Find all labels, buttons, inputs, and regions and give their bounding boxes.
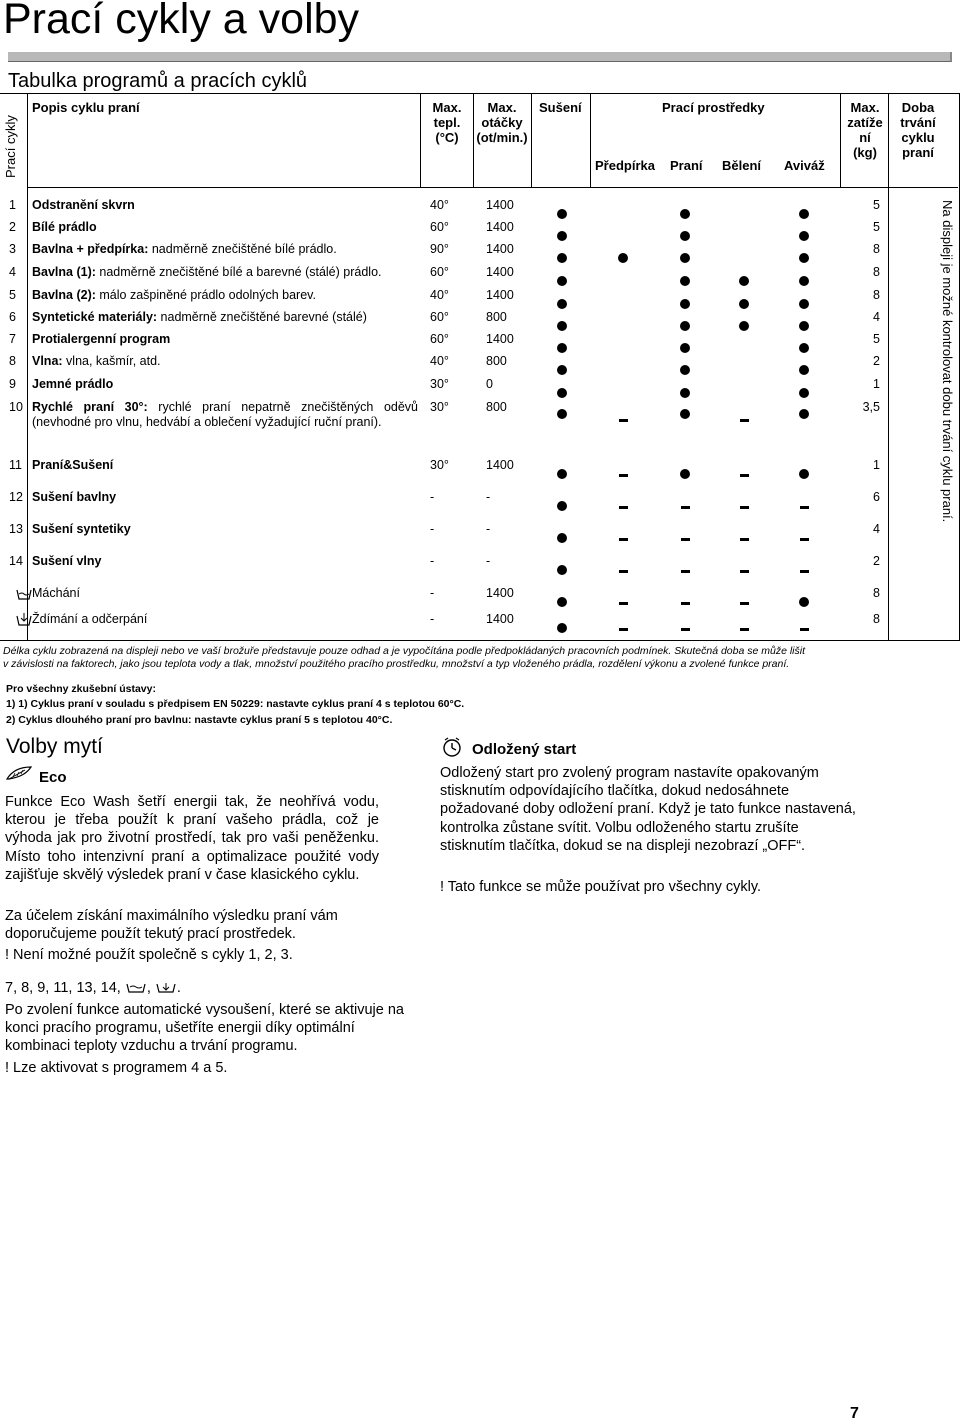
eco-cycles-list: 7, 8, 9, 11, 13, 14, <box>5 980 121 996</box>
bullet-dot-mark <box>557 565 567 575</box>
row-description <box>32 377 418 392</box>
row-program-name: Bavlna (2): <box>32 288 96 302</box>
row-max-temp: - <box>430 522 435 536</box>
dash-mark <box>740 570 749 573</box>
row-max-load: 2 <box>873 354 880 368</box>
dash-mark <box>619 506 628 509</box>
row-number: 12 <box>9 490 23 504</box>
dash-mark <box>800 628 809 631</box>
row-number: 14 <box>9 554 23 568</box>
delay-start-clock-icon <box>441 736 463 758</box>
bullet-dot-mark <box>557 299 567 309</box>
dash-mark <box>681 602 690 605</box>
bullet-dot-mark <box>799 321 809 331</box>
bullet-dot-mark <box>557 209 567 219</box>
row-max-load: 1 <box>873 377 880 391</box>
dash-mark <box>800 506 809 509</box>
row-number: 13 <box>9 522 23 536</box>
row-description <box>32 310 418 325</box>
row-max-temp: 40° <box>430 354 449 368</box>
header-bleach: Bělení <box>722 158 762 173</box>
bullet-dot-mark <box>799 365 809 375</box>
row-max-spin: - <box>486 490 491 504</box>
bullet-dot-mark <box>618 253 628 263</box>
eco-paragraph-1: Funkce Eco Wash šetří energii tak, že neohřívá vodu, kterou je třeba použít k praní vašeho prádla, což je výhoda jak pro životní prostředí, tak pro vaši peněženku. Místo toho intenzivní praní a optimalizace použité vody zajišťuje skvělý výsledek praní v čase klasického cyklu. <box>5 794 379 883</box>
row-max-spin: 1400 <box>486 332 514 346</box>
bullet-dot-mark <box>557 343 567 353</box>
options-title: Volby mytí <box>6 735 103 758</box>
row-max-load: 2 <box>873 554 880 568</box>
row-max-spin: - <box>486 522 491 536</box>
row-program-name: Bavlna + předpírka: <box>32 242 149 256</box>
row-number: 8 <box>9 354 16 368</box>
row-max-spin: 1400 <box>486 242 514 256</box>
spin-icon <box>155 980 177 994</box>
row-program-name: Protialergenní program <box>32 332 171 346</box>
bullet-dot-mark <box>557 388 567 398</box>
row-program-name: Bílé prádlo <box>32 220 97 234</box>
row-number: 3 <box>9 242 16 256</box>
bullet-dot-mark <box>799 276 809 286</box>
dash-mark <box>619 602 628 605</box>
row-program-name: Sušení vlny <box>32 554 102 568</box>
row-program-detail: vlna, kašmír, atd. <box>62 354 161 368</box>
dash-mark <box>740 419 749 422</box>
bullet-dot-mark <box>557 231 567 241</box>
rinse-icon <box>16 585 32 601</box>
labs-title: Pro všechny zkušební ústavy: <box>6 683 156 695</box>
row-program-detail: nadměrně znečištěné bílé a barevné (stálé) prádlo. <box>95 265 382 279</box>
eco-title: Eco <box>39 769 67 786</box>
row-number: 2 <box>9 220 16 234</box>
bullet-dot-mark <box>680 409 690 419</box>
bullet-dot-mark <box>799 597 809 607</box>
header-max-spin: Max. otáčky (ot/min.) <box>476 100 528 145</box>
footnote-1: Délka cyklu zobrazená na displeji nebo ve vaší brožuře představuje pouze odhad a je vypočítána podle předpokládaných pracovních podmínek. Skutečná doba se může lišit <box>3 645 805 657</box>
bullet-dot-mark <box>799 388 809 398</box>
delay-start-title: Odložený start <box>472 741 577 758</box>
title-rule <box>8 52 952 62</box>
page-title: Prací cykly a volby <box>3 0 360 43</box>
row-max-spin: 1400 <box>486 220 514 234</box>
row-number: 11 <box>9 458 22 472</box>
dash-mark <box>740 506 749 509</box>
side-label-left: Prací cykly <box>3 115 18 178</box>
bullet-dot-mark <box>557 409 567 419</box>
row-description <box>32 354 418 369</box>
bullet-dot-mark <box>557 501 567 511</box>
bullet-dot-mark <box>557 276 567 286</box>
row-number: 4 <box>9 265 16 279</box>
bullet-dot-mark <box>680 321 690 331</box>
row-max-temp: 60° <box>430 310 449 324</box>
eco-paragraph-3: ! Není možné použít společně s cykly 1, 2, 3. <box>5 947 293 963</box>
row-program-name: Praní&Sušení <box>32 458 114 472</box>
row-max-load: 8 <box>873 612 880 626</box>
row-description <box>32 288 418 303</box>
row-max-spin: 0 <box>486 377 493 391</box>
dash-mark <box>681 506 690 509</box>
row-description <box>32 400 418 430</box>
dash-mark <box>619 570 628 573</box>
delay-start-paragraph-2: ! Tato funkce se může používat pro všechny cykly. <box>440 879 762 895</box>
labs-note-2: 2) Cyklus dlouhého praní pro bavlnu: nastavte cyklus praní 5 s teplotou 40°C. <box>6 714 393 726</box>
row-max-load: 4 <box>873 522 880 536</box>
row-max-load: 5 <box>873 198 880 212</box>
bullet-dot-mark <box>680 209 690 219</box>
side-label-right: Na displeji je možné kontrolovat dobu trvání cyklu praní. <box>940 200 955 523</box>
dash-mark <box>800 570 809 573</box>
bullet-dot-mark <box>680 276 690 286</box>
bullet-dot-mark <box>680 299 690 309</box>
dash-mark <box>619 538 628 541</box>
bullet-dot-mark <box>799 343 809 353</box>
bullet-dot-mark <box>557 321 567 331</box>
row-max-load: 6 <box>873 490 880 504</box>
eco-leaf-icon <box>5 765 33 781</box>
bullet-dot-mark <box>799 231 809 241</box>
page-number: 7 <box>850 1405 859 1422</box>
header-max-temp: Max. tepl. (°C) <box>432 100 462 145</box>
bullet-dot-mark <box>557 469 567 479</box>
dash-mark <box>800 538 809 541</box>
row-number: 5 <box>9 288 16 302</box>
bullet-dot-mark <box>680 469 690 479</box>
row-max-spin: - <box>486 554 491 568</box>
bullet-dot-mark <box>557 533 567 543</box>
row-description <box>32 586 418 601</box>
row-max-spin: 1400 <box>486 612 514 626</box>
eco-paragraph-6: ! Lze aktivovat s programem 4 a 5. <box>5 1060 228 1076</box>
row-max-load: 8 <box>873 288 880 302</box>
bullet-dot-mark <box>799 299 809 309</box>
row-description <box>32 220 418 235</box>
footnote-2: v závislosti na faktorech, jako jsou teplota vody a tlak, množství použitého pracího prostředku, množství a typ vloženého prádla, rozdělení výkonu a zvolené funkce praní. <box>3 658 790 670</box>
row-program-name: Syntetické materiály: <box>32 310 158 324</box>
bullet-dot-mark <box>799 209 809 219</box>
delay-start-paragraph-1: Odložený start pro zvolený program nastavíte opakovaným stisknutím odpovídajícího tlačítka, dokud nedosáhnete požadované doby odložení praní. Když je tato funkce nastavená, kontrolka zůstane svítit. Volbu odloženého startu zrušíte stisknutím tlačítka, dokud se na displeji nezobrazí „OFF“. <box>440 765 856 854</box>
row-description <box>32 554 418 569</box>
bullet-dot-mark <box>680 231 690 241</box>
bullet-dot-mark <box>557 597 567 607</box>
row-max-temp: 40° <box>430 198 449 212</box>
row-program-detail: Máchání <box>32 586 80 600</box>
row-max-load: 5 <box>873 332 880 346</box>
row-number: 1 <box>9 198 16 212</box>
row-max-load: 5 <box>873 220 880 234</box>
row-max-spin: 1400 <box>486 265 514 279</box>
dash-mark <box>619 628 628 631</box>
row-description <box>32 522 418 537</box>
row-description <box>32 242 418 257</box>
bullet-dot-mark <box>680 388 690 398</box>
row-description <box>32 490 418 505</box>
row-max-temp: 40° <box>430 288 449 302</box>
row-description <box>32 198 418 213</box>
dash-mark <box>681 538 690 541</box>
spin-icon <box>16 611 32 627</box>
row-number: 7 <box>9 332 16 346</box>
row-program-name: Rychlé praní 30°: <box>32 400 148 414</box>
row-max-load: 8 <box>873 265 880 279</box>
header-duration: Doba trvání cyklu praní <box>900 100 936 160</box>
header-detergents: Prací prostředky <box>662 100 765 115</box>
bullet-dot-mark <box>739 299 749 309</box>
dash-mark <box>619 474 628 477</box>
dash-mark <box>740 628 749 631</box>
dash-mark <box>740 602 749 605</box>
row-max-spin: 1400 <box>486 198 514 212</box>
row-description <box>32 458 418 473</box>
table-title: Tabulka programů a pracích cyklů <box>8 70 308 92</box>
row-program-name: Jemné prádlo <box>32 377 114 391</box>
row-max-load: 3,5 <box>862 400 880 414</box>
row-max-temp: - <box>430 554 435 568</box>
header-description: Popis cyklu praní <box>32 100 140 115</box>
dash-mark <box>681 570 690 573</box>
row-max-spin: 800 <box>486 400 507 414</box>
row-max-temp: 90° <box>430 242 449 256</box>
row-max-load: 8 <box>873 586 880 600</box>
row-number: 10 <box>9 400 23 414</box>
row-max-temp: 30° <box>430 377 449 391</box>
row-max-temp: 60° <box>430 220 449 234</box>
row-max-temp: - <box>430 612 435 626</box>
bullet-dot-mark <box>557 623 567 633</box>
bullet-dot-mark <box>739 321 749 331</box>
bullet-dot-mark <box>557 253 567 263</box>
row-max-temp: - <box>430 586 435 600</box>
row-program-detail: Ždímání a odčerpání <box>32 612 148 626</box>
row-max-temp: 60° <box>430 332 449 346</box>
dash-mark <box>619 419 628 422</box>
row-max-spin: 800 <box>486 310 507 324</box>
row-max-spin: 1400 <box>486 288 514 302</box>
row-program-detail: nadměrně znečištěné barevné (stálé) <box>157 310 367 324</box>
header-drying: Sušení <box>539 100 582 115</box>
labs-note-1: 1) 1) Cyklus praní v souladu s předpisem EN 50229: nastavte cyklus praní 4 s teplotou 60°C. <box>6 698 465 710</box>
row-program-name: Bavlna (1): <box>32 265 96 279</box>
row-program-name: Vlna: <box>32 354 63 368</box>
row-max-spin: 800 <box>486 354 507 368</box>
eco-paragraph-5: Po zvolení funkce automatické vysoušení, které se aktivuje na konci pracího programu, ušetříte energii díky optimální kombinaci teploty vzduchu a trvání programu. <box>5 1002 404 1055</box>
dash-mark <box>740 538 749 541</box>
bullet-dot-mark <box>557 365 567 375</box>
row-max-load: 4 <box>873 310 880 324</box>
row-max-temp: - <box>430 490 435 504</box>
rinse-icon <box>125 980 147 994</box>
row-program-detail: rychlé praní nepatrně znečištěných oděvů (nevhodné pro vlnu, hedvábí a oblečení vyžadující ruční praní). <box>32 400 418 429</box>
eco-paragraph-4: 7, 8, 9, 11, 13, 14, , . <box>5 980 181 996</box>
bullet-dot-mark <box>739 276 749 286</box>
row-max-temp: 30° <box>430 458 449 472</box>
bullet-dot-mark <box>680 365 690 375</box>
row-program-name: Sušení bavlny <box>32 490 117 504</box>
row-description <box>32 612 418 627</box>
header-prewash: Předpírka <box>595 158 655 173</box>
row-max-spin: 1400 <box>486 586 514 600</box>
row-program-detail: málo zašpiněné prádlo odolných barev. <box>95 288 316 302</box>
row-max-temp: 30° <box>430 400 449 414</box>
header-max-load: Max. zatíže ní (kg) <box>847 100 883 160</box>
row-max-load: 8 <box>873 242 880 256</box>
header-softener: Aviváž <box>784 158 825 173</box>
dash-mark <box>681 628 690 631</box>
bullet-dot-mark <box>799 253 809 263</box>
header-wash: Praní <box>670 158 703 173</box>
bullet-dot-mark <box>799 409 809 419</box>
row-description <box>32 265 418 280</box>
bullet-dot-mark <box>799 469 809 479</box>
row-max-temp: 60° <box>430 265 449 279</box>
row-program-name: Sušení syntetiky <box>32 522 131 536</box>
bullet-dot-mark <box>680 343 690 353</box>
row-max-load: 1 <box>873 458 880 472</box>
row-program-name: Odstranění skvrn <box>32 198 135 212</box>
row-number: 6 <box>9 310 16 324</box>
eco-paragraph-2: Za účelem získání maximálního výsledku praní vám doporučujeme použít tekutý prací prostředek. <box>5 908 338 943</box>
row-program-detail: nadměrně znečištěné bílé prádlo. <box>148 242 337 256</box>
dash-mark <box>740 474 749 477</box>
row-max-spin: 1400 <box>486 458 514 472</box>
row-description <box>32 332 418 347</box>
row-number: 9 <box>9 377 16 391</box>
bullet-dot-mark <box>680 253 690 263</box>
